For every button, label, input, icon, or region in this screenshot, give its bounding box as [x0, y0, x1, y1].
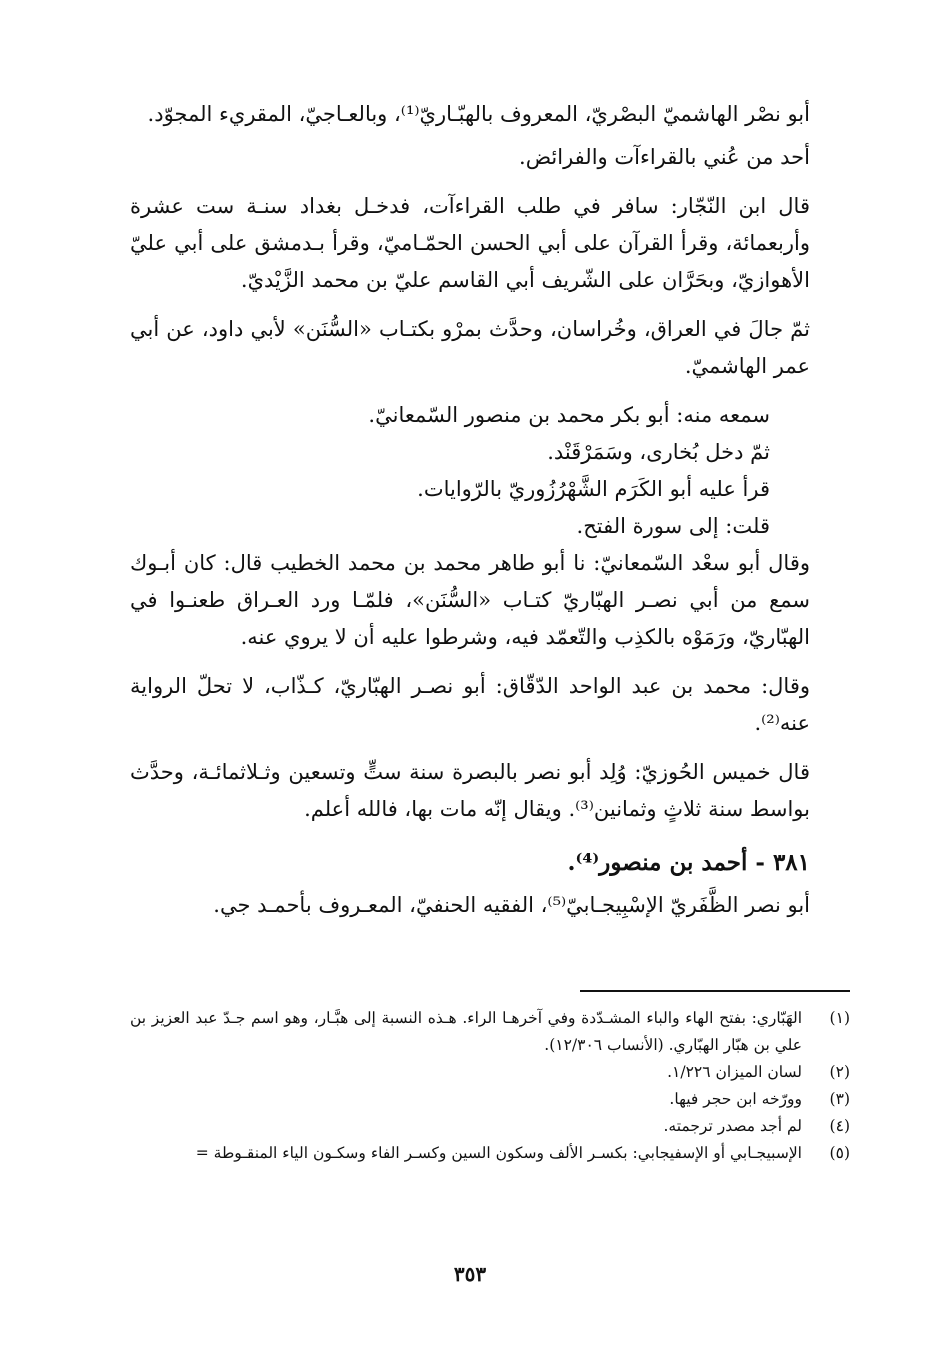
footnote-number: (٥)	[829, 1144, 850, 1162]
paragraph-expertise: أحد من عُني بالقراءآت والفرائض.	[519, 145, 810, 169]
footnote-number: (١)	[829, 1009, 850, 1027]
narration-line: قرأ عليه أبو الكَرَم الشَّهْرُزُوريّ بالرّوايات.	[417, 477, 770, 501]
footnotes	[130, 1005, 850, 1167]
paragraph-ibn-najjar: قال ابن النّجّار: سافر في طلب القراءآت، فدخـل بغداد سنـة ست عشرة وأربعمائة، وقرأ القرآن على أبي الحسن الحمّـاميّ، وقرأ بـدمشق على أبي عليّ الأهوازيّ، وبحَرَّان على الشّريف أبي القاسم عليّ بن محمد الزَّيْديّ.	[130, 194, 810, 292]
footnote-text: وورّخه ابن حجر فيها.	[669, 1090, 802, 1108]
paragraph-samani: وقال أبو سعْد السّمعانيّ: نا أبو طاهر محمد بن محمد الخطيب قال: كان أبـوك سمع من أبي نصـر الهبّاريّ كتـاب «السُّنَن»، فلمّـا ورد العـراق طعنـوا في الهبّاريّ، ورَمَوْه بالكذِب والتّعمّد فيه، وشرطوا عليه أن لا يروي عنه.	[130, 551, 810, 649]
footnote-item	[130, 1005, 850, 1059]
footnote-divider	[580, 990, 850, 992]
footnote-text: لم أجد مصدر ترجمته.	[663, 1117, 802, 1135]
main-text	[130, 96, 850, 930]
narration-line: سمعه منه: أبو بكر محمد بن منصور السّمعانيّ.	[368, 403, 770, 427]
paragraph-travels: ثمّ جالَ في العراق، وخُراسان، وحدَّث بمرْو بكتـاب «السُّنَن» لأبي داود، عن أبي عمر الهاشميّ.	[130, 317, 810, 378]
page-number: ٣٥٣	[453, 1262, 487, 1286]
paragraph-intro: أبو نصْر الهاشميّ البصْريّ، المعروف بالهبّـاريّ⁽¹⁾، وبالعـاجيّ، المقريء المجوّد.	[147, 102, 810, 126]
paragraph-khamis: قال خميس الحُوزيّ: وُلِد أبو نصر بالبصرة سنة ستٍّ وتسعين وثـلاثمائـة، وحدَّث بواسط سنة ثلاثٍ وثمانين⁽³⁾. ويقال إنّه مات بها، فالله أعلم.	[130, 760, 810, 821]
entry-heading: ٣٨١ - أحمد بن منصور⁽⁴⁾.	[567, 849, 810, 876]
footnote-number: (٢)	[829, 1063, 850, 1081]
footnote-text: لسان الميزان ١/٢٢٦.	[667, 1063, 802, 1081]
paragraph-entry-intro: أبو نصر الظَّفَريّ الإسْبِيجـابيّ⁽⁵⁾، الفقيه الحنفيّ، المعـروف بأحمـد جي.	[213, 893, 810, 917]
footnote-item	[130, 1113, 850, 1140]
footnote-text: الهَبّاري: بفتح الهاء والباء المشـدّدة وفي آخرهـا الراء. هـذه النسبة إلى هبَّـار، وهو اسم جـدّ عبد العزيز بن علي بن هبّار الهبّاري. (الأنساب ١٢/٣٠٦).	[130, 1009, 802, 1054]
narration-line: قلت: إلى سورة الفتح.	[576, 514, 770, 538]
footnote-item	[130, 1086, 850, 1113]
paragraph-daqqaq: وقال: محمد بن عبد الواحد الدّقّاق: أبو نصـر الهبّاريّ، كـذّاب، لا تحلّ الرواية عنه⁽²⁾.	[130, 674, 810, 735]
narration-line: ثمّ دخل بُخارى، وسَمَرْقَنْد.	[547, 440, 770, 464]
footnote-number: (٣)	[829, 1090, 850, 1108]
footnote-text: الإسبيجـابي أو الإسفيجابي: بكسـر الألف وسكون السين وكسـر الفاء وسكـون الياء المنقـوطة =	[195, 1144, 802, 1162]
footnote-item	[130, 1140, 850, 1167]
footnote-item	[130, 1059, 850, 1086]
narration-list	[130, 397, 850, 545]
footnote-number: (٤)	[829, 1117, 850, 1135]
